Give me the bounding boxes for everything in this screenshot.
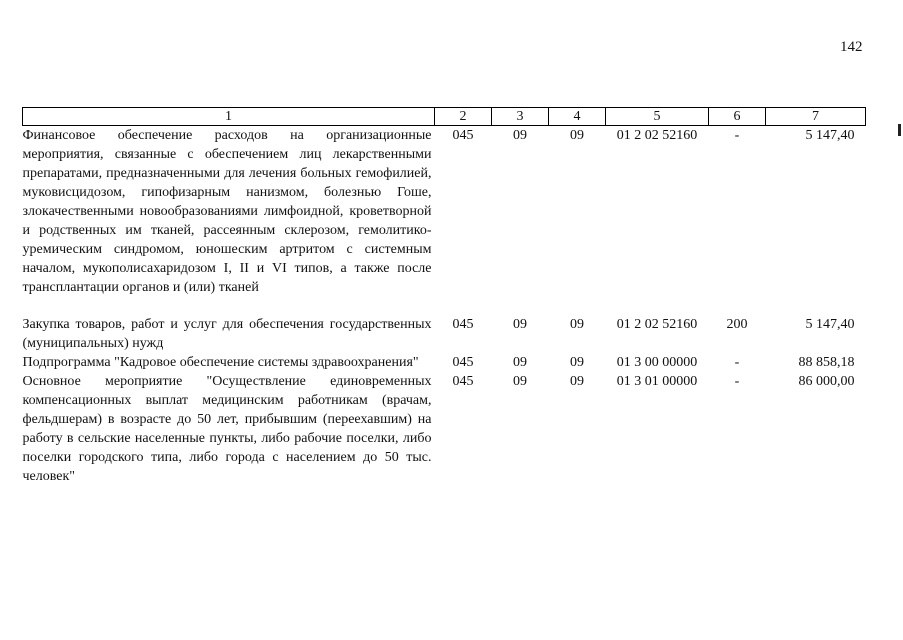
row-section: 09 (513, 374, 527, 389)
row-target: 01 2 02 52160 (616, 317, 698, 332)
budget-table (22, 107, 866, 486)
row-name: Основное мероприятие "Осуществление единовременных компенсационных выплат медицинским работникам (врачам, фельдшерам) в возрасте до 50 лет, прибывшим (переехавшим) на работу в сельские населенные пункты, либо рабочие поселки, либо поселки городского типа, либо города с населением до 50 тыс. человек" (22, 374, 432, 484)
row-name: Закупка товаров, работ и услуг для обеспечения государственных (муниципальных) нужд (22, 317, 432, 351)
row-ministry: 045 (452, 128, 474, 143)
header-col-2: 2 (435, 108, 492, 126)
row-target: 01 3 00 00000 (616, 355, 698, 370)
row-amount: 5 147,40 (805, 128, 855, 143)
header-col-1: 1 (23, 108, 435, 126)
row-name: Подпрограмма "Кадровое обеспечение системы здравоохранения" (22, 355, 419, 370)
row-section: 09 (513, 355, 527, 370)
row-subsection: 09 (570, 128, 584, 143)
row-ministry: 045 (452, 374, 474, 389)
row-ministry: 045 (452, 317, 474, 332)
row-target: 01 3 01 00000 (616, 374, 698, 389)
page-number: 142 (840, 39, 863, 55)
table-row (23, 372, 866, 486)
row-expense-type: - (734, 374, 740, 389)
row-amount: 5 147,40 (805, 317, 855, 332)
header-col-6: 6 (709, 108, 766, 126)
table-row (23, 315, 866, 353)
row-expense-type: 200 (726, 317, 748, 332)
header-col-7: 7 (766, 108, 866, 126)
row-subsection: 09 (570, 355, 584, 370)
header-col-4: 4 (549, 108, 606, 126)
scan-mark (898, 124, 901, 136)
row-ministry: 045 (452, 355, 474, 370)
row-section: 09 (513, 317, 527, 332)
row-subsection: 09 (570, 317, 584, 332)
row-amount: 86 000,00 (798, 374, 855, 389)
table-row (23, 353, 866, 372)
header-col-5: 5 (606, 108, 709, 126)
row-expense-type: - (734, 128, 740, 143)
row-target: 01 2 02 52160 (616, 128, 698, 143)
budget-table-container (22, 107, 865, 486)
header-col-3: 3 (492, 108, 549, 126)
row-expense-type: - (734, 355, 740, 370)
table-row (23, 126, 866, 316)
row-section: 09 (513, 128, 527, 143)
row-amount: 88 858,18 (798, 355, 855, 370)
row-subsection: 09 (570, 374, 584, 389)
table-header-row (23, 108, 866, 126)
row-name: Финансовое обеспечение расходов на организационные мероприятия, связанные с обеспечением лиц лекарственными препаратами, предназначенными для лечения больных гемофилией, муковисцидозом, гипофизарным нанизмом, болезнью Гоше, злокачественными новообразованиями лимфоидной, кроветворной и родственных им тканей, рассеянным склерозом, гемолитико-уремическим синдромом, юношеским артритом с системным началом, мукополисахаридозом I, II и VI типов, а также после трансплантации органов и (или) тканей (22, 128, 432, 295)
